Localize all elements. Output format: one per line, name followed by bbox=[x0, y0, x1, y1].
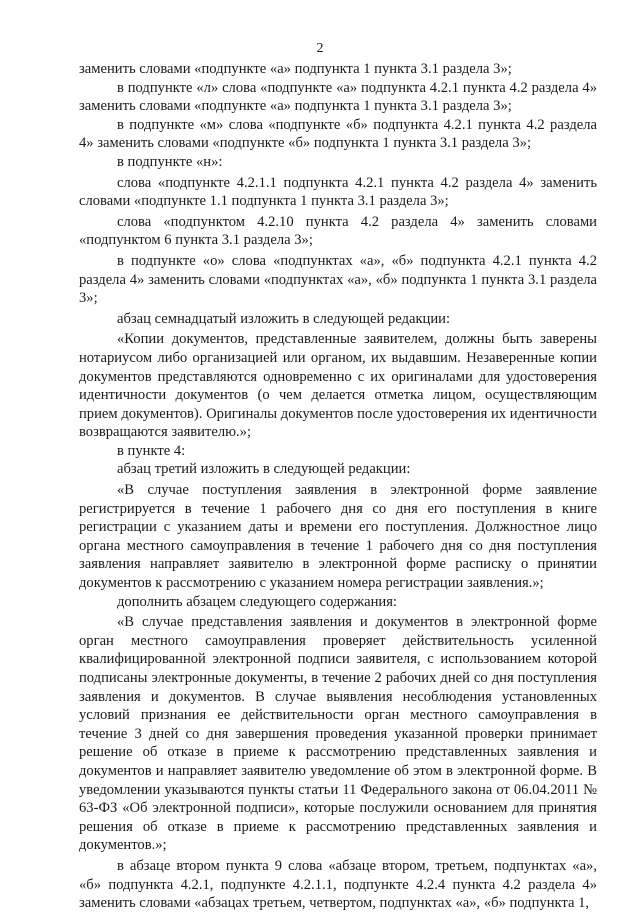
paragraph: дополнить абзацем следующего содержания: bbox=[117, 593, 397, 610]
paragraph: в подпункте «л» слова «подпункте «а» подпункта 4.2.1 пункта 4.2 раздела 4» заменить словами «подпункте «а» подпункта 1 пункта 3.1 раздела 3»; bbox=[79, 79, 597, 115]
paragraph: в подпункте «м» слова «подпункте «б» подпункта 4.2.1 пункта 4.2 раздела 4» заменить словами «подпункте «б» подпункта 1 пункта 3.1 раздела 3»; bbox=[79, 116, 597, 152]
paragraph: в пункте 4: bbox=[117, 442, 186, 459]
paragraph: слова «подпунктом 4.2.10 пункта 4.2 раздела 4» заменить словами «подпунктом 6 пункта 3.1 раздела 3»; bbox=[79, 213, 597, 249]
paragraph: «Копии документов, представленные заявителем, должны быть заверены нотариусом либо организацией или органом, их выдавшим. Незаверенные копии документов представляются одновременно с их оригиналами для удостоверения идентичности документов (о чем делается отметка лицом, осуществляющим прием документов). Оригиналы документов после удостоверения их идентичности возвращаются заявителю.»; bbox=[79, 331, 597, 441]
page-number: 2 bbox=[316, 41, 324, 56]
document-body bbox=[79, 60, 597, 913]
paragraph: абзац семнадцатый изложить в следующей редакции: bbox=[117, 310, 451, 327]
paragraph: в подпункте «н»: bbox=[117, 153, 223, 170]
paragraph: заменить словами «подпункте «а» подпункта 1 пункта 3.1 раздела 3»; bbox=[79, 61, 512, 77]
paragraph: слова «подпункте 4.2.1.1 подпункта 4.2.1 пункта 4.2 раздела 4» заменить словами «подпункте 1.1 подпункта 1 пункта 3.1 раздела 3»; bbox=[79, 174, 597, 210]
paragraph: «В случае поступления заявления в электронной форме заявление регистрируется в течение 1 рабочего дня со дня его поступления в книге регистрации с указанием даты и времени его поступления. Должностное лицо органа местного самоуправления в течение 1 рабочего дня со дня поступления заявления направляет заявителю в электронной форме расписку о принятии документов к рассмотрению с указанием номера регистрации заявления.»; bbox=[79, 482, 597, 592]
paragraph: в подпункте «о» слова «подпунктах «а», «б» подпункта 4.2.1 пункта 4.2 раздела 4» заменить словами «подпунктах «а», «б» подпункта 1 пункта 3.1 раздела 3»; bbox=[79, 252, 597, 307]
paragraph: в абзаце втором пункта 9 слова «абзаце втором, третьем, подпунктах «а», «б» подпункта 4.2.1, подпункте 4.2.1.1, подпункте 4.2.4 пункта 4.2 раздела 4» заменить словами «абзацах третьем, четвертом, подпунктах «а», «б» подпункта 1, bbox=[79, 857, 597, 912]
paragraph: «В случае представления заявления и документов в электронной форме орган местного самоуправления проверяет действительность усиленной квалифицированной электронной подписи заявителя, с использованием которой подписаны электронные документы, в течение 2 рабочих дней со дня поступления заявления и документов. В случае выявления несоблюдения установленных условий признания ее действительности орган местного самоуправления в течение 3 дней со дня завершения проведения указанной проверки принимает решение об отказе в приеме к рассмотрению представленных заявления и документов и направляет заявителю уведомление об этом в электронной форме. В уведомлении указываются пункты статьи 11 Федерального закона от 06.04.2011 № 63-ФЗ «Об электронной подписи», которые послужили основанием для принятия решения об отказе в приеме к рассмотрению представленных заявления и документов.»; bbox=[79, 614, 597, 854]
paragraph: абзац третий изложить в следующей редакции: bbox=[117, 461, 411, 478]
